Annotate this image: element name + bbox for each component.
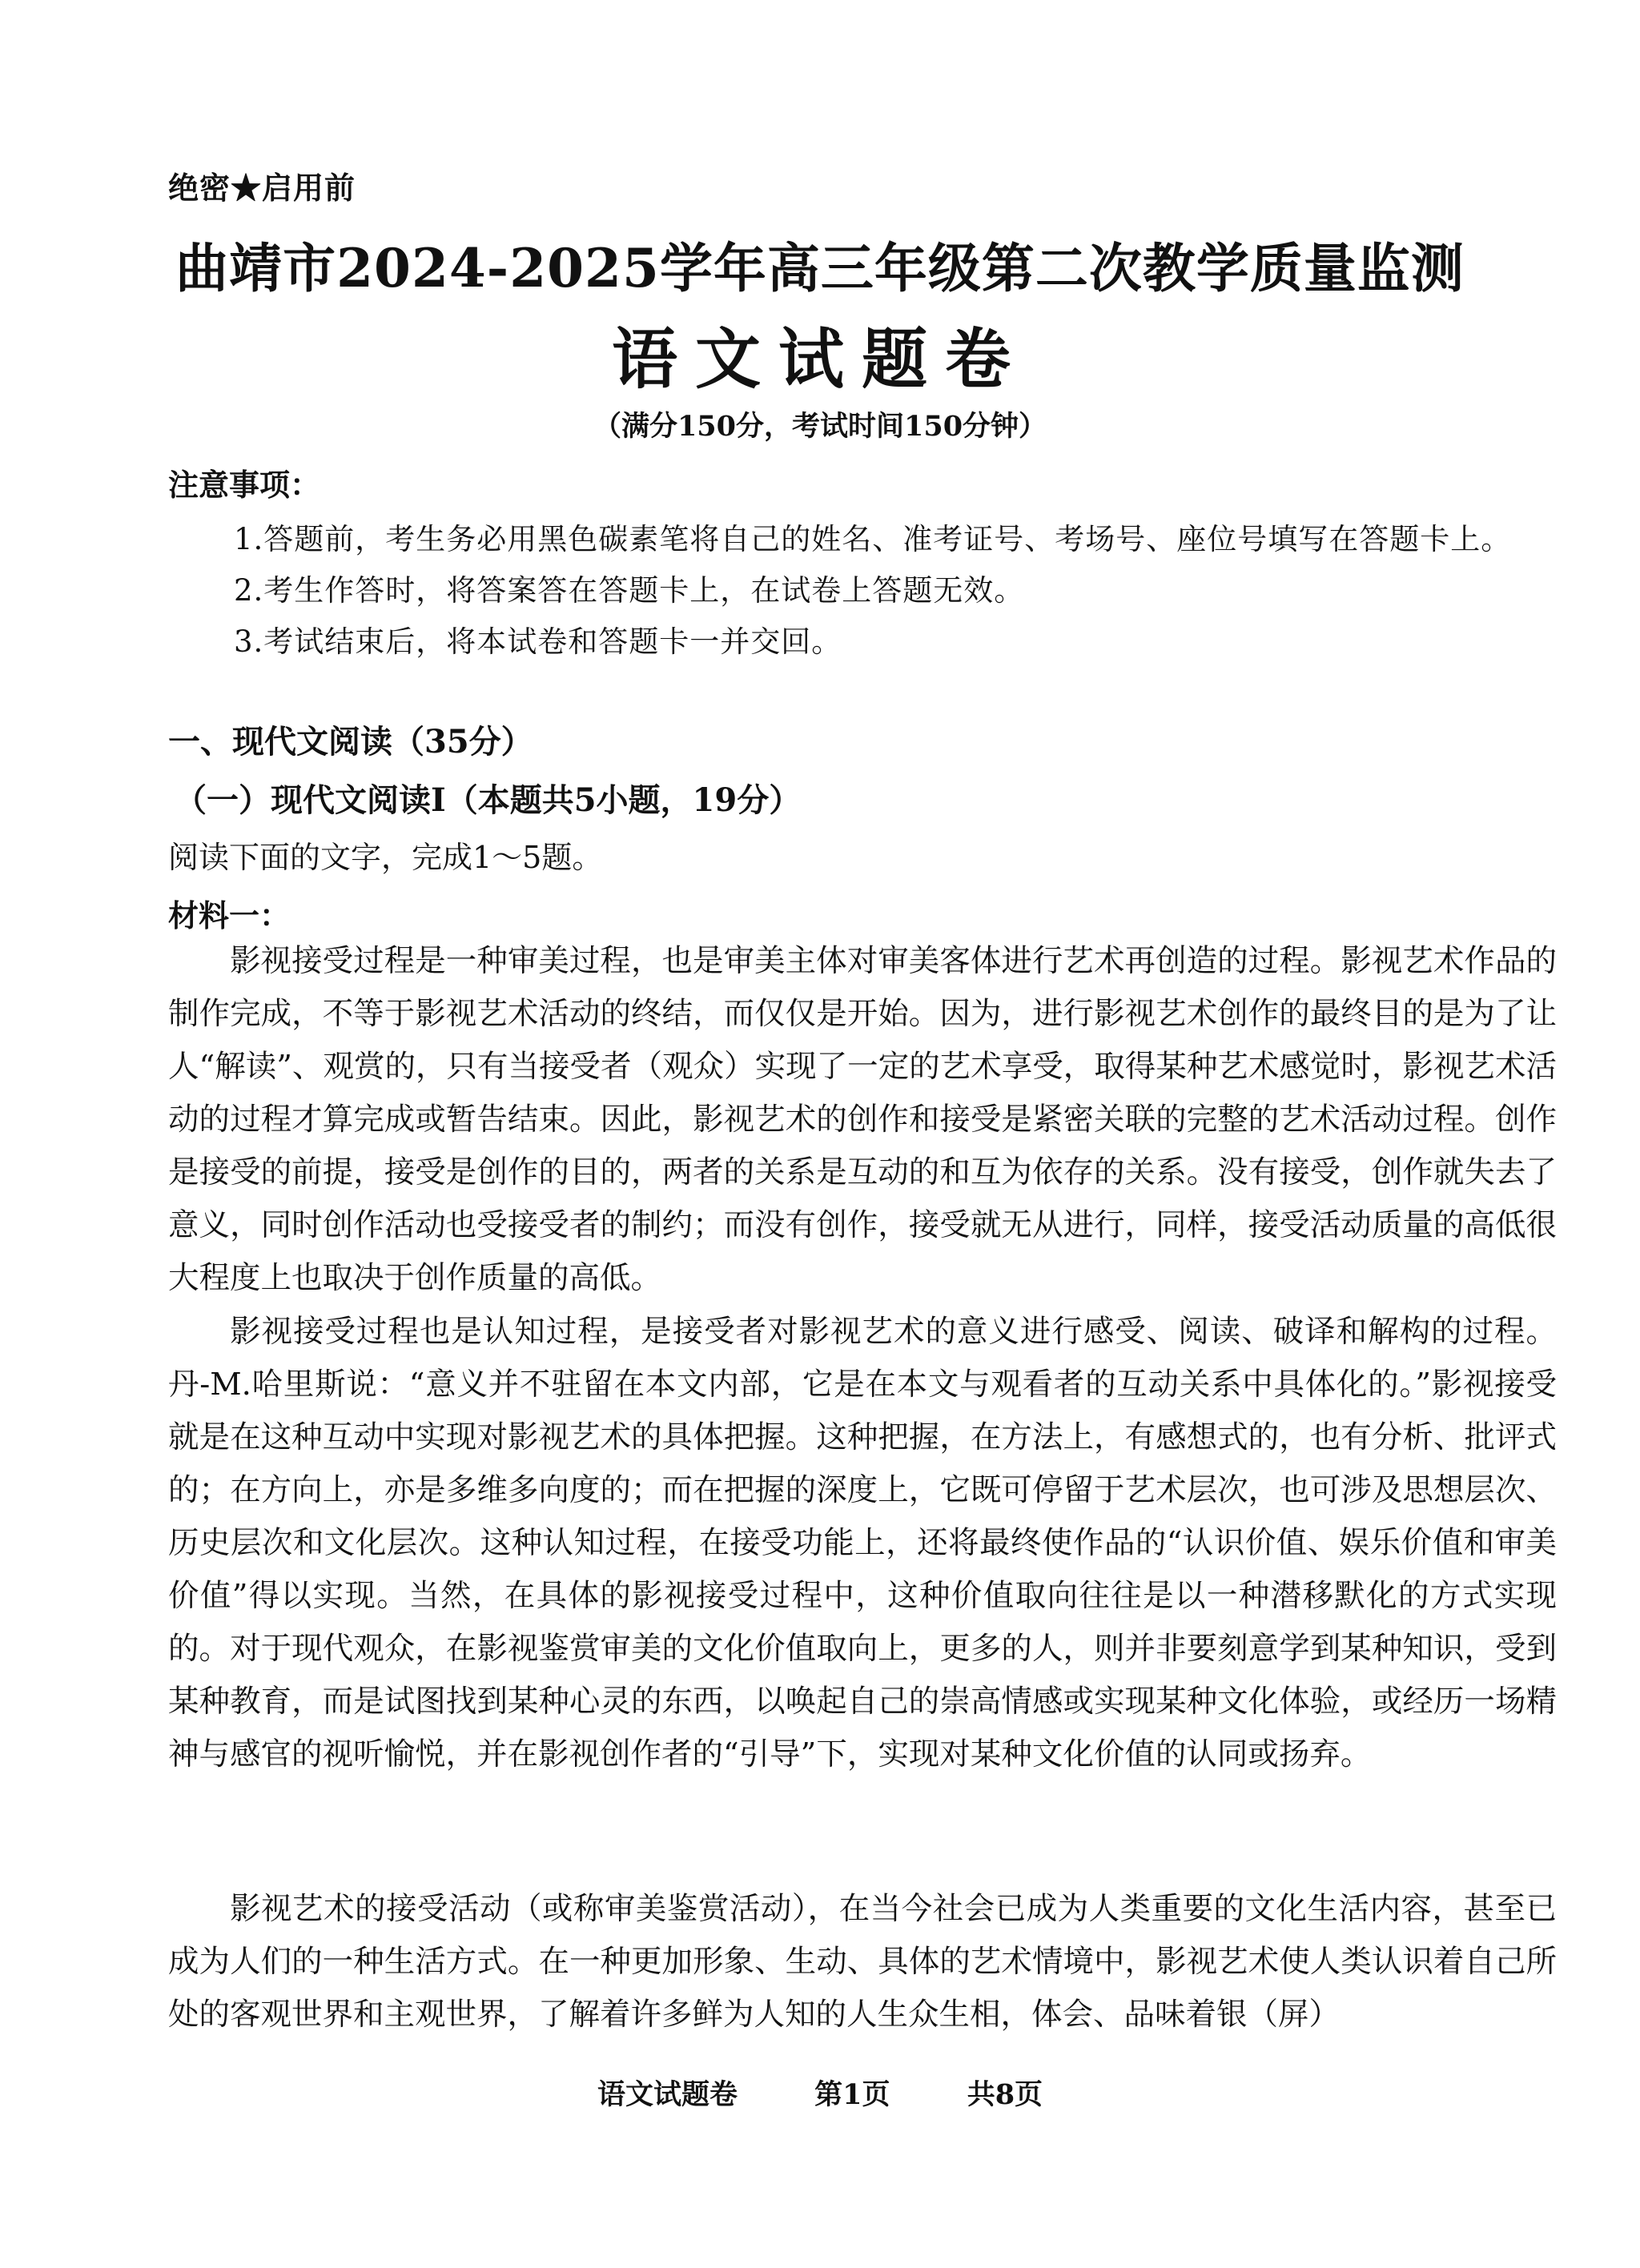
footer-paper-name: 语文试题卷 (597, 2078, 738, 2111)
material-paragraph: 影视接受过程是一种审美过程，也是审美主体对审美客体进行艺术再创造的过程。影视艺术作品的制作完成，不等于影视艺术活动的终结，而仅仅是开始。因为，进行影视艺术创作的最终目的是为了让人“解读”、观赏的，只有当接受者（观众）实现了一定的艺术享受，取得某种艺术感觉时，影视艺术活动的过程才算完成或暂告结束。因此，影视艺术的创作和接受是紧密关联的完整的艺术活动过程。创作是接受的前提，接受是创作的目的，两者的关系是互动的和互为依存的关系。没有接受，创作就失去了意义，同时创作活动也受接受者的制约；而没有创作，接受就无从进行，同样，接受活动质量的高低很大程度上也取决于创作质量的高低。 (168, 943, 1557, 1296)
notice-item: 3.考试结束后，将本试卷和答题卡一并交回。 (234, 624, 842, 659)
footer-page-number: 第1页 (814, 2078, 890, 2111)
exam-title: 曲靖市2024-2025学年高三年级第二次教学质量监测 (175, 237, 1465, 299)
section-heading: 一、现代文阅读（35分） (168, 723, 533, 761)
reading-instruction: 阅读下面的文字，完成1～5题。 (168, 840, 603, 875)
notice-item: 2.考生作答时，将答案答在答题卡上，在试卷上答题无效。 (234, 573, 1025, 608)
score-time-note: （满分150分，考试时间150分钟） (593, 410, 1047, 443)
material-paragraph: 影视艺术的接受活动（或称审美鉴赏活动），在当今社会已成为人类重要的文化生活内容，甚至已成为人们的一种生活方式。在一种更加形象、生动、具体的艺术情境中，影视艺术使人类认识着自己所处的客观世界和主观世界，了解着许多鲜为人知的人生众生相，体会、品味着银（屏） (168, 1891, 1557, 2033)
material-label: 材料一： (168, 897, 291, 933)
confidential-label: 绝密★启用前 (168, 170, 356, 206)
subject-title: 语文试题卷 (611, 321, 1028, 398)
footer-total-pages: 共8页 (967, 2078, 1043, 2111)
page-footer (0, 2073, 1640, 2113)
notice-heading: 注意事项： (168, 467, 321, 503)
material-paragraph: 影视接受过程也是认知过程，是接受者对影视艺术的意义进行感受、阅读、破译和解构的过程。丹-M.哈里斯说：“意义并不驻留在本文内部，它是在本文与观看者的互动关系中具体化的。”影视接受就是在这种互动中实现对影视艺术的具体把握。这种把握，在方法上，有感想式的，也有分析、批评式的；在方向上，亦是多维多向度的；而在把握的深度上，它既可停留于艺术层次，也可涉及思想层次、历史层次和文化层次。这种认知过程，在接受功能上，还将最终使作品的“认识价值、娱乐价值和审美价值”得以实现。当然，在具体的影视接受过程中，这种价值取向往往是以一种潜移默化的方式实现的。对于现代观众，在影视鉴赏审美的文化价值取向上，更多的人，则并非要刻意学到某种知识，受到某种教育，而是试图找到某种心灵的东西，以唤起自己的崇高情感或实现某种文化体验，或经历一场精神与感官的视听愉悦，并在影视创作者的“引导”下，实现对某种文化价值的认同或扬弃。 (168, 1314, 1557, 1772)
notice-item: 1.答题前，考生务必用黑色碳素笔将自己的姓名、准考证号、考场号、座位号填写在答题卡上。 (234, 522, 1512, 556)
subsection-heading: （一）现代文阅读Ⅰ（本题共5小题，19分） (175, 781, 802, 819)
